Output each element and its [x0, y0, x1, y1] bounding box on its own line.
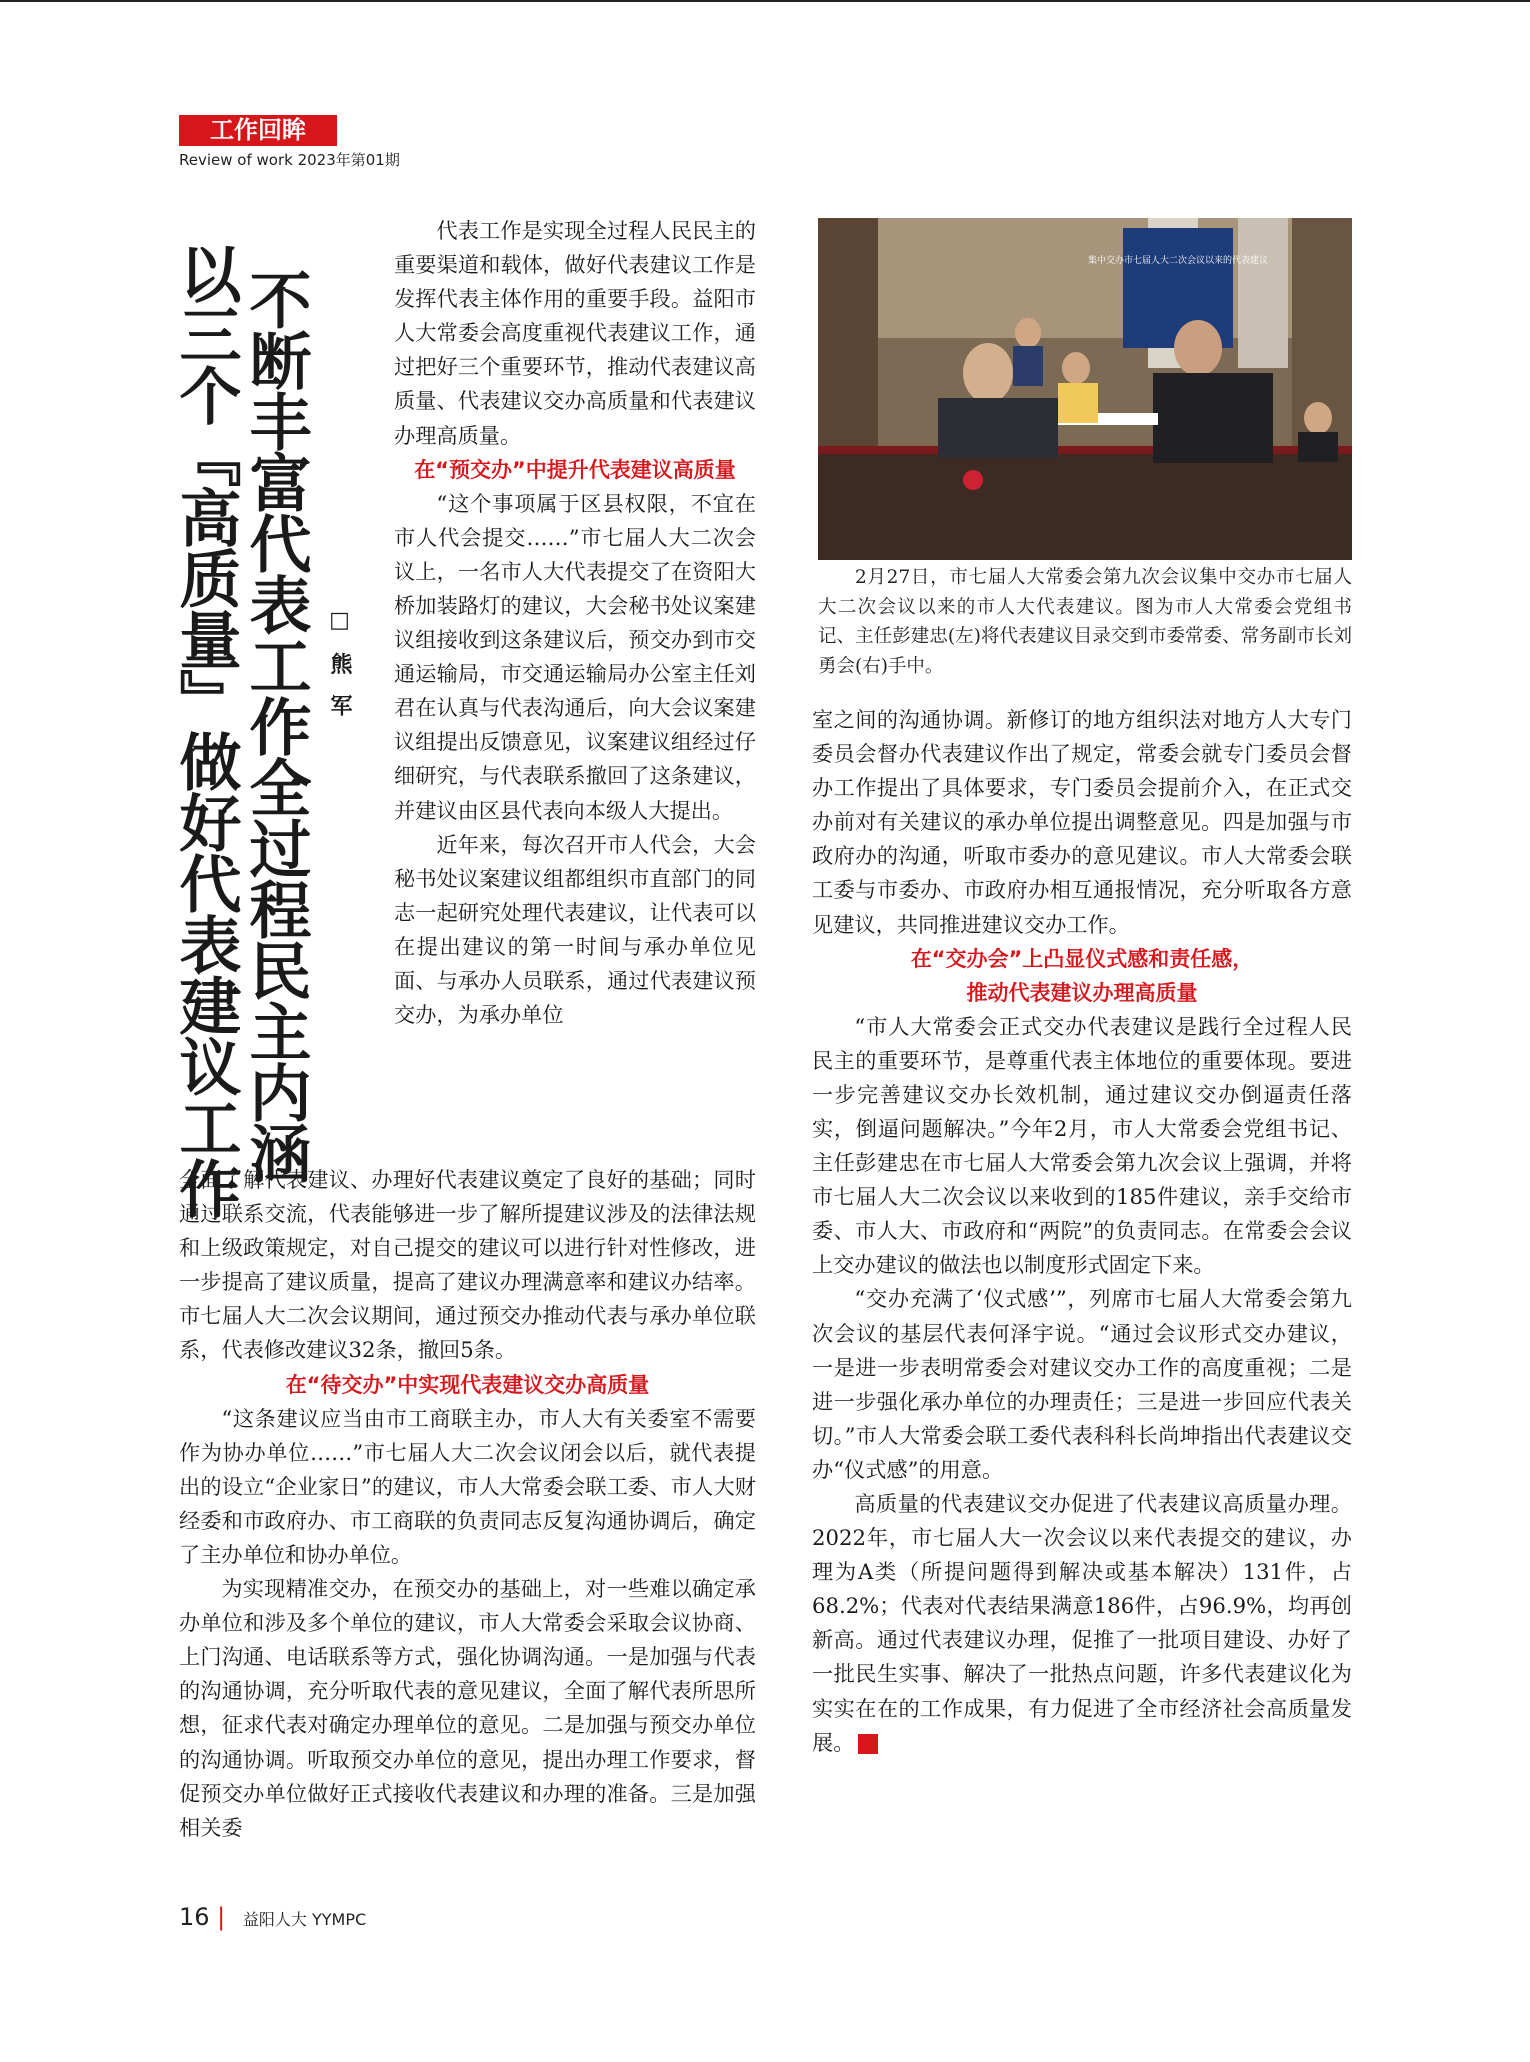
section2-paragraph-1: “这条建议应当由市工商联主办，市人大有关委室不需要作为协办单位……”市七届人大二次会议闭会以后，就代表提出的设立“企业家日”的建议，市人大常委会联工委、市人大财经委和市政府办、市工商联的负责同志反复沟通协调后，确定了主办单位和协办单位。 — [179, 1405, 756, 1567]
page-number: 16 — [179, 1903, 210, 1931]
section1-paragraph-1: “这个事项属于区县权限，不宜在市人代会提交……”市七届人大二次会议上，一名市人大代表提交了在资阳大桥加装路灯的建议，大会秘书处议案建议组接收到这条建议后，预交办到市交通运输局，市交通运输局办公室主任刘君在认真与代表沟通后，向大会议案建议组提出反馈意见，议案建议组经过仔细研究，与代表联系撤回了这条建议，并建议由区县代表向本级人大提出。 — [394, 490, 756, 823]
section-tag: 工作回眸 — [179, 115, 337, 146]
section3-heading-line2: 推动代表建议办理高质量 — [966, 980, 1198, 1005]
left-column-bottom — [179, 1163, 756, 1845]
issue-line: Review of work 2023年第01期 — [179, 151, 400, 169]
meeting-photo-illustration — [818, 218, 1352, 560]
section2-paragraph-2a: 为实现精准交办，在预交办的基础上，对一些难以确定承办单位和涉及多个单位的建议，市人大常委会采取会议协商、上门沟通、电话联系等方式，强化协调沟通。一是加强与代表的沟通协调，充分听取代表的意见建议，全面了解代表所思所想，征求代表对确定办理单位的意见。二是加强与预交办单位的沟通协调。听取预交办单位的意见，提出办理工作要求，督促预交办单位做好正式接收代表建议和办理的准备。三是加强相关委 — [179, 1576, 756, 1840]
right-column — [812, 703, 1352, 1760]
end-mark-icon: ^ — [858, 1734, 878, 1754]
section3-paragraph-3-text: 高质量的代表建议交办促进了代表建议高质量办理。2022年，市七届人大一次会议以来代表提交的建议，办理为A类（所提问题得到解决或基本解决）131件，占68.2%；代表对代表结果满意186件，占96.9%，均再创新高。通过代表建议办理，促推了一批项目建设、办好了一批民生实事、解决了一批热点问题，许多代表建议化为实实在在的工作成果，有力促进了全市经济社会高质量发展。 — [812, 1490, 1352, 1755]
photo-caption: 2月27日，市七届人大常委会第九次会议集中交办市七届人大二次会议以来的市人大代表建议。图为市人大常委会党组书记、主任彭建忠(左)将代表建议目录交到市委常委、常务副市长刘勇会(右)手中。 — [818, 567, 1352, 677]
section1-heading: 在“预交办”中提升代表建议高质量 — [414, 457, 736, 482]
section3-paragraph-2: “交办充满了‘仪式感’”，列席市七届人大常委会第九次会议的基层代表何泽宇说。“通过会议形式交办建议，一是进一步表明常委会对建议交办工作的高度重视；二是进一步强化承办单位的办理责任；三是进一步回应代表关切。”市人大常委会联工委代表科科长尚坤指出代表建议交办“仪式感”的用意。 — [812, 1286, 1352, 1482]
section2-paragraph-2b: 室之间的沟通协调。新修订的地方组织法对地方人大专门委员会督办代表建议作出了规定，常委会就专门委员会督办工作提出了具体要求，专门委员会提前介入，在正式交办前对有关建议的承办单位提出调整意见。四是加强与市政府办的沟通，听取市委办的意见建议。市人大常委会联工委与市委办、市政府办相互通报情况，充分听取各方意见建议，共同推进建议交办工作。 — [812, 707, 1352, 937]
top-rule — [0, 0, 1530, 2]
publication-name: 益阳人大 YYMPC — [242, 1910, 367, 1929]
section3-paragraph-3 — [812, 1487, 1352, 1760]
article-title: 不断丰富代表工作全过程民主内涵 — [239, 268, 312, 1183]
byline: □ 熊 军 — [327, 608, 352, 723]
section2-heading: 在“待交办”中实现代表建议交办高质量 — [285, 1372, 650, 1397]
section3-paragraph-1: “市人大常委会正式交办代表建议是践行全过程人民民主的重要环节，是尊重代表主体地位的重要体现。要进一步完善建议交办长效机制，通过建议交办倒逼责任落实，倒逼问题解决。”今年2月，市人大常委会党组书记、主任彭建忠在市七届人大常委会第九次会议上强调，并将市七届人大二次会议以来收到的185件建议，亲手交给市委、市人大、市政府和“两院”的负责同志。在常委会会议上交办建议的做法也以制度形式固定下来。 — [812, 1013, 1352, 1278]
page-footer: 16 | 益阳人大 YYMPC — [179, 1903, 367, 1931]
section3-heading-line1: 在“交办会”上凸显仪式感和责任感， — [910, 946, 1254, 971]
intro-paragraph: 代表工作是实现全过程人民民主的重要渠道和载体，做好代表建议工作是发挥代表主体作用的重要手段。益阳市人大常委会高度重视代表建议工作，通过把好三个重要环节，推动代表建议高质量、代表建议交办高质量和代表建议办理高质量。 — [394, 218, 756, 448]
meeting-photo — [818, 218, 1352, 560]
left-column-top — [394, 214, 756, 1032]
section1-paragraph-2b: 全面了解代表建议、办理好代表建议奠定了良好的基础；同时通过联系交流，代表能够进一步了解所提建议涉及的法律法规和上级政策规定，对自己提交的建议可以进行针对性修改，进一步提高了建议质量，提高了建议办理满意率和建议办结率。市七届人大二次会议期间，通过预交办推动代表与承办单位联系，代表修改建议32条，撤回5条。 — [179, 1167, 756, 1363]
screen-text: 集中交办市七届人大二次会议以来的代表建议 — [1087, 256, 1269, 266]
article-subtitle: 以三个『高质量』做好代表建议工作 — [169, 242, 242, 1218]
section1-paragraph-2a: 近年来，每次召开市人代会，大会秘书处议案建议组都组织市直部门的同志一起研究处理代表建议，让代表可以在提出建议的第一时间与承办单位见面、与承办人员联系，通过代表建议预交办，为承办单位 — [394, 831, 756, 1028]
